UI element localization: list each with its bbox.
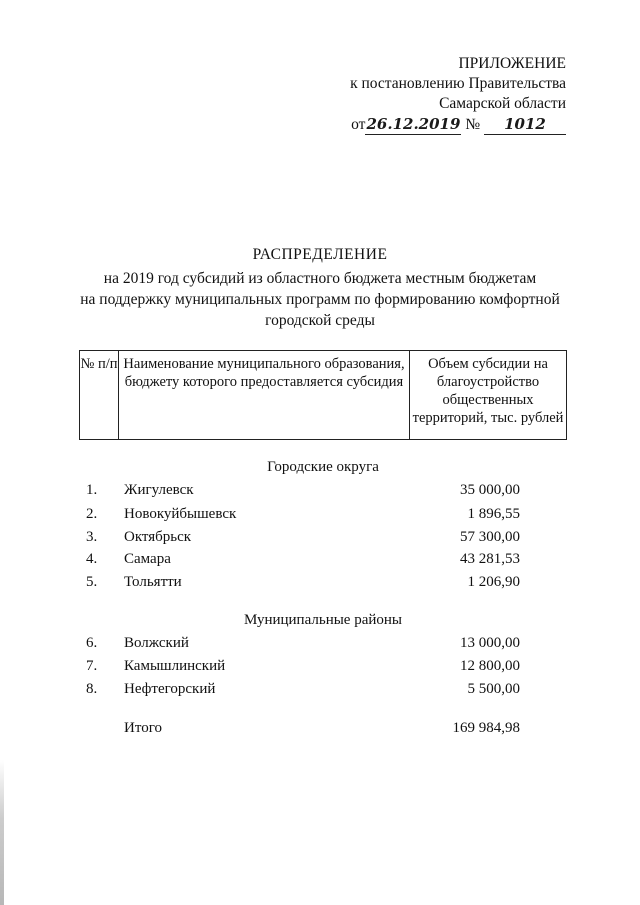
appendix-block <box>330 54 566 135</box>
appendix-title: ПРИЛОЖЕНИЕ <box>458 55 566 72</box>
table-row <box>0 506 640 528</box>
row-number: 3. <box>86 529 98 545</box>
number-label: № <box>465 116 481 133</box>
row-value: 35 000,00 <box>460 482 520 498</box>
appendix-region-line: Самарской области <box>439 95 566 112</box>
table-row <box>0 551 640 573</box>
title-line-1: на 2019 год субсидий из областного бюджета местным бюджетам <box>103 270 537 287</box>
handwritten-date: 26.12.2019 <box>366 115 461 133</box>
row-name: Камышлинский <box>124 658 226 674</box>
table-row <box>0 681 640 703</box>
row-number: 6. <box>86 635 98 651</box>
section-title: Муниципальные районы <box>243 612 403 628</box>
row-value: 12 800,00 <box>460 658 520 674</box>
row-value: 1 206,90 <box>467 574 520 590</box>
row-number: 4. <box>86 551 98 567</box>
row-value: 13 000,00 <box>460 635 520 651</box>
row-number: 8. <box>86 681 98 697</box>
title-line-2: на поддержку муниципальных программ по формированию комфортной <box>80 291 560 308</box>
row-number: 1. <box>86 482 98 498</box>
total-label: Итого <box>124 720 162 736</box>
handwritten-number: 1012 <box>484 114 566 135</box>
row-value: 57 300,00 <box>460 529 520 545</box>
row-value: 1 896,55 <box>467 506 520 522</box>
table-row <box>0 574 640 596</box>
document-title: РАСПРЕДЕЛЕНИЕ <box>252 246 388 263</box>
row-name: Жигулевск <box>124 482 194 498</box>
row-number: 7. <box>86 658 98 674</box>
table-row <box>0 635 640 657</box>
table-row <box>0 658 640 680</box>
scan-edge-shadow <box>0 760 4 905</box>
title-line-3: городской среды <box>265 312 375 329</box>
section-title: Городские округа <box>267 459 379 475</box>
row-name: Новокуйбышевск <box>124 506 237 522</box>
header-number-col: № п/п <box>80 351 119 439</box>
row-name: Тольятти <box>124 574 182 590</box>
table-header <box>79 350 567 440</box>
row-value: 43 281,53 <box>460 551 520 567</box>
row-name: Нефтегорский <box>124 681 216 697</box>
row-name: Самара <box>124 551 171 567</box>
table-row <box>0 529 640 551</box>
appendix-date-number-line <box>330 114 566 135</box>
from-label: от <box>351 116 366 133</box>
row-value: 5 500,00 <box>467 681 520 697</box>
header-name-col: Наименование муниципального образования, бюджету которого предоставляется субсидия <box>119 351 410 439</box>
total-value: 169 984,98 <box>452 720 520 736</box>
appendix-resolution-line: к постановлению Правительства <box>350 75 566 92</box>
row-name: Октябрьск <box>124 529 192 545</box>
table-row <box>0 482 640 504</box>
row-number: 5. <box>86 574 98 590</box>
row-number: 2. <box>86 506 98 522</box>
header-amount-col: Объем субсидии на благоустройство общественных территорий, тыс. рублей <box>412 356 564 426</box>
document-title-block <box>60 244 580 331</box>
total-row <box>0 720 640 742</box>
row-name: Волжский <box>124 635 189 651</box>
